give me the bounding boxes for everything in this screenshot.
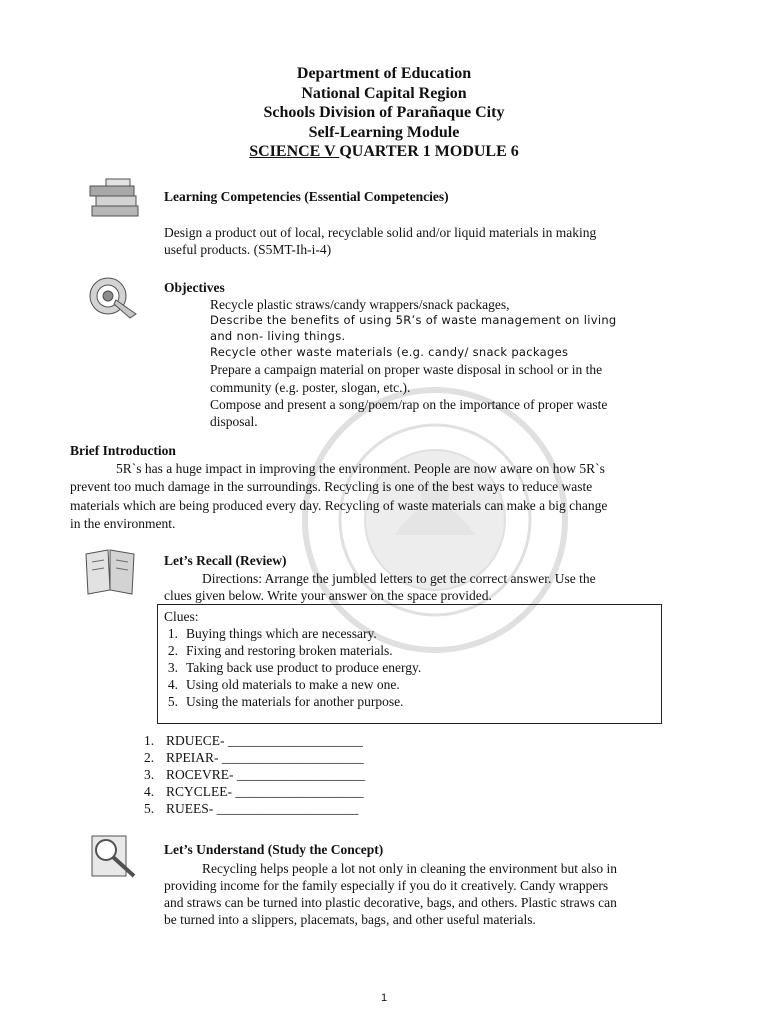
intro-line-4: in the environment. xyxy=(70,516,176,531)
clue-item xyxy=(150,676,400,693)
clue-number: 3. xyxy=(167,660,178,675)
clue-text: Using the materials for another purpose. xyxy=(186,694,404,709)
objective-4: Prepare a campaign material on proper waste disposal in school or in the xyxy=(210,362,603,377)
clue-item xyxy=(150,642,393,659)
recall-heading: Let’s Recall (Review) xyxy=(164,553,287,568)
answer-number: 5. xyxy=(144,801,155,816)
answer-text: RPEIAR- _____________________ xyxy=(166,750,364,765)
answer-item[interactable] xyxy=(144,783,364,800)
answer-text: RDUECE- ____________________ xyxy=(166,733,363,748)
answer-item[interactable] xyxy=(144,732,363,749)
clue-number: 4. xyxy=(167,677,178,692)
reading-book-icon xyxy=(82,546,138,596)
magnifier-document-icon xyxy=(88,832,140,880)
clue-number: 2. xyxy=(167,643,178,658)
understand-line-1: Recycling helps people a lot not only in cleaning the environment but also in xyxy=(202,861,618,876)
objective-5: Compose and present a song/poem/rap on the importance of proper waste xyxy=(210,397,608,412)
objective-4-cont: community (e.g. poster, slogan, etc.). xyxy=(210,380,411,395)
objective-5-cont: disposal. xyxy=(210,414,258,429)
header-line-2: National Capital Region xyxy=(301,84,467,102)
answer-text: RCYCLEE- ___________________ xyxy=(166,784,364,799)
intro-line-2: prevent too much damage in the surroundings. Recycling is one of the best ways to reduce waste xyxy=(70,479,593,494)
clue-item xyxy=(150,693,403,710)
document-header xyxy=(0,64,768,162)
answer-text: RUEES- _____________________ xyxy=(166,801,359,816)
clue-text: Buying things which are necessary. xyxy=(186,626,377,641)
recall-directions-1: Directions: Arrange the jumbled letters to get the correct answer. Use the xyxy=(202,571,596,586)
target-icon xyxy=(86,274,140,320)
clue-text: Using old materials to make a new one. xyxy=(186,677,400,692)
answer-number: 1. xyxy=(144,733,155,748)
answer-item[interactable] xyxy=(144,749,364,766)
understand-line-4: be turned into a slippers, placemats, bags, and other useful materials. xyxy=(164,912,536,927)
competencies-text-1: Design a product out of local, recyclable solid and/or liquid materials in making xyxy=(164,225,597,240)
answer-number: 2. xyxy=(144,750,155,765)
clue-number: 5. xyxy=(167,694,178,709)
objective-3: Recycle other waste materials (e.g. candy/ snack packages xyxy=(210,345,569,359)
answer-item[interactable] xyxy=(144,766,365,783)
clues-label: Clues: xyxy=(164,609,199,624)
answer-text: ROCEVRE- ___________________ xyxy=(166,767,366,782)
clue-item xyxy=(150,625,377,642)
books-icon xyxy=(86,178,144,220)
page-number: 1 xyxy=(380,992,388,1004)
quarter-label: QUARTER 1 MODULE 6 xyxy=(339,143,519,160)
answer-number: 4. xyxy=(144,784,155,799)
objective-2-cont: and non- living things. xyxy=(210,329,346,343)
understand-heading: Let’s Understand (Study the Concept) xyxy=(164,842,384,857)
intro-heading: Brief Introduction xyxy=(70,443,176,458)
header-line-4: Self-Learning Module xyxy=(308,123,460,141)
clue-text: Taking back use product to produce energy. xyxy=(186,660,422,675)
objectives-heading: Objectives xyxy=(164,280,225,295)
answer-item[interactable] xyxy=(144,800,358,817)
header-line-3: Schools Division of Parañaque City xyxy=(263,104,505,121)
answer-number: 3. xyxy=(144,767,155,782)
objective-2: Describe the benefits of using 5R’s of waste management on living xyxy=(210,313,617,327)
clue-number: 1. xyxy=(167,626,178,641)
intro-line-1: 5R`s has a huge impact in improving the environment. People are now aware on how 5R`s xyxy=(116,461,605,476)
header-line-1: Department of Education xyxy=(296,65,472,82)
clue-item xyxy=(150,659,421,676)
intro-line-3: materials which are being produced every day. Recycling of waste materials can make a big change xyxy=(70,498,608,513)
recall-directions-2: clues given below. Write your answer on the space provided. xyxy=(164,588,492,603)
subject-label: SCIENCE V xyxy=(249,143,340,160)
header-line-5 xyxy=(0,142,768,162)
understand-line-3: and straws can be turned into plastic decorative, bags, and others. Plastic straws can xyxy=(164,895,617,910)
clue-text: Fixing and restoring broken materials. xyxy=(186,643,393,658)
competencies-text-2: useful products. (S5MT-Ih-i-4) xyxy=(164,242,332,257)
understand-line-2: providing income for the family especially if you do it creatively. Candy wrappers xyxy=(164,878,609,893)
objective-1: Recycle plastic straws/candy wrappers/snack packages, xyxy=(210,297,510,312)
competencies-heading: Learning Competencies (Essential Competencies) xyxy=(164,189,449,204)
